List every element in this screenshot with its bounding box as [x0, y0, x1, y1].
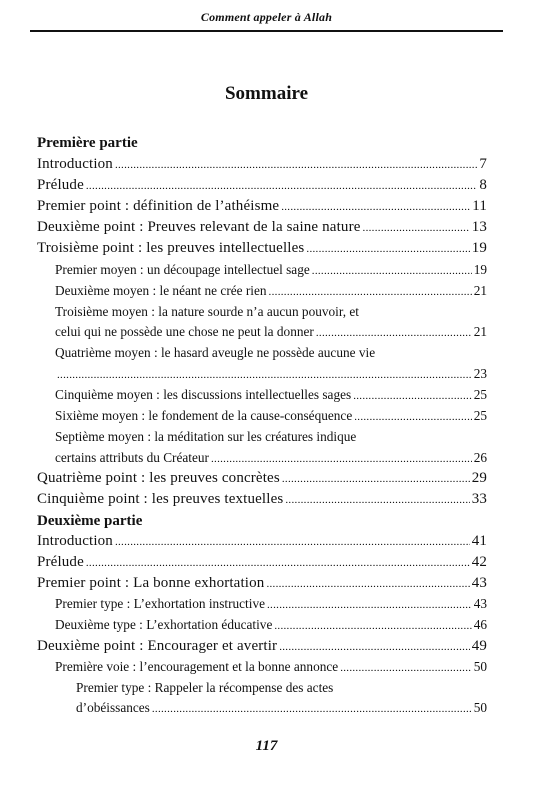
toc-entry-title: Quatrième point : les preuves concrètes: [37, 470, 280, 486]
dot-leader: [115, 159, 477, 171]
toc-entry-page: 21: [473, 324, 487, 339]
toc-entry-page: 19: [473, 262, 487, 277]
toc-subentry[interactable]: [55, 408, 487, 424]
toc-entry-page: 43: [471, 575, 487, 591]
toc-entry[interactable]: [37, 533, 487, 550]
toc-entry-title: Introduction: [37, 533, 113, 549]
toc-entry-page: 41: [471, 533, 487, 549]
toc-entry-page: 7: [479, 156, 487, 172]
toc-entry-page: 29: [471, 470, 487, 486]
dot-leader: [86, 557, 470, 569]
toc-entry-page: 26: [473, 450, 487, 465]
toc-entry-page: 19: [471, 240, 487, 256]
toc-entry-page: 42: [471, 554, 487, 570]
toc-entry-page: 25: [473, 408, 487, 423]
toc-subentry[interactable]: [55, 659, 487, 675]
toc-entry-title: Deuxième moyen : le néant ne crée rien: [55, 283, 267, 298]
toc-entry-title: Prélude: [37, 177, 84, 193]
toc-entry[interactable]: [37, 470, 487, 487]
page-title: Sommaire: [224, 83, 309, 104]
toc-entry-page: 50: [473, 659, 487, 674]
dot-leader: [86, 180, 477, 192]
part-heading: Deuxième partie: [37, 513, 143, 529]
toc-subentry[interactable]: [55, 387, 487, 403]
dot-leader: [306, 243, 469, 255]
dot-leader: [211, 453, 472, 465]
toc-entry-title: Premier moyen : un découpage intellectuel sage: [55, 262, 310, 277]
dot-leader: [340, 662, 472, 674]
dot-leader: [354, 411, 471, 423]
toc-entry-title: certains attributs du Créateur: [55, 450, 209, 465]
toc-subentry[interactable]: [55, 617, 487, 633]
toc-entry-page: 8: [479, 177, 487, 193]
toc-entry[interactable]: [37, 554, 487, 571]
toc-subentry-line1: Troisième moyen : la nature sourde n’a aucun pouvoir, et: [55, 304, 359, 319]
toc-subentry[interactable]: [76, 700, 487, 716]
toc-entry-title: Cinquième point : les preuves textuelles: [37, 491, 284, 507]
dot-leader: [312, 265, 472, 277]
toc-entry-title: d’obéissances: [76, 700, 150, 715]
toc-entry-page: 50: [473, 700, 487, 715]
dot-leader: [281, 201, 470, 213]
toc-subentry[interactable]: [55, 450, 487, 466]
toc-entry[interactable]: [37, 638, 487, 655]
toc-entry-page: 25: [473, 387, 487, 402]
running-head: Comment appeler à Allah: [200, 10, 333, 24]
toc-entry-title: Prélude: [37, 554, 84, 570]
toc-subentry[interactable]: [55, 596, 487, 612]
dot-leader: [57, 369, 472, 381]
toc-entry-title: Cinquième moyen : les discussions intellectuelles sages: [55, 387, 352, 402]
dot-leader: [267, 599, 472, 611]
part-heading: Première partie: [37, 135, 138, 151]
toc-entry-title: Deuxième type : L’exhortation éducative: [55, 617, 273, 632]
toc-subentry-line1: Quatrième moyen : le hasard aveugle ne possède aucune vie: [55, 345, 376, 360]
toc-subentry[interactable]: [55, 324, 487, 340]
toc-entry-page: 46: [473, 617, 487, 632]
toc-subentry-line1: Premier type : Rappeler la récompense des actes: [76, 680, 334, 695]
toc-entry-page: 49: [471, 638, 487, 654]
toc-entry[interactable]: [37, 198, 487, 215]
toc-subentry[interactable]: [55, 283, 487, 299]
dot-leader: [282, 473, 470, 485]
dot-leader: [274, 620, 471, 632]
toc-entry-page: 23: [473, 366, 487, 381]
toc-entry-title: Première voie : l’encouragement et la bonne annonce: [55, 659, 339, 674]
toc-entry[interactable]: [37, 177, 487, 194]
toc-entry[interactable]: [37, 156, 487, 173]
toc-subentry-line1: Septième moyen : la méditation sur les créatures indique: [55, 429, 357, 444]
toc-subentry[interactable]: [55, 366, 487, 382]
toc-entry-title: Sixième moyen : le fondement de la cause-conséquence: [55, 408, 353, 423]
dot-leader: [269, 286, 472, 298]
toc-entry-page: 13: [471, 219, 487, 235]
toc-entry-title: celui qui ne possède une chose ne peut la donner: [55, 324, 314, 339]
toc-entry-page: 21: [473, 283, 487, 298]
toc-entry-page: 11: [472, 198, 487, 214]
toc-entry[interactable]: [37, 491, 487, 508]
toc-entry-title: Premier point : définition de l’athéisme: [37, 198, 280, 214]
toc-subentry[interactable]: [55, 262, 487, 278]
toc-entry-page: 43: [473, 596, 487, 611]
toc-entry-title: Introduction: [37, 156, 113, 172]
dot-leader: [353, 390, 472, 402]
toc-entry-page: 33: [471, 491, 487, 507]
dot-leader: [363, 222, 470, 234]
toc-entry-title: Premier type : L’exhortation instructive: [55, 596, 265, 611]
dot-leader: [285, 494, 469, 506]
toc-entry-title: Premier point : La bonne exhortation: [37, 575, 265, 591]
toc-entry-title: Deuxième point : Encourager et avertir: [37, 638, 278, 654]
toc-entry[interactable]: [37, 240, 487, 257]
toc-entry-title: Deuxième point : Preuves relevant de la saine nature: [37, 219, 361, 235]
toc-entry-title: Troisième point : les preuves intellectuelles: [37, 240, 305, 256]
dot-leader: [266, 578, 469, 590]
toc-entry[interactable]: [37, 575, 487, 592]
dot-leader: [115, 536, 470, 548]
dot-leader: [152, 703, 472, 715]
header-rule: [30, 30, 503, 32]
dot-leader: [279, 641, 470, 653]
dot-leader: [316, 327, 472, 339]
toc-entry[interactable]: [37, 219, 487, 236]
page-number: 117: [255, 738, 278, 754]
